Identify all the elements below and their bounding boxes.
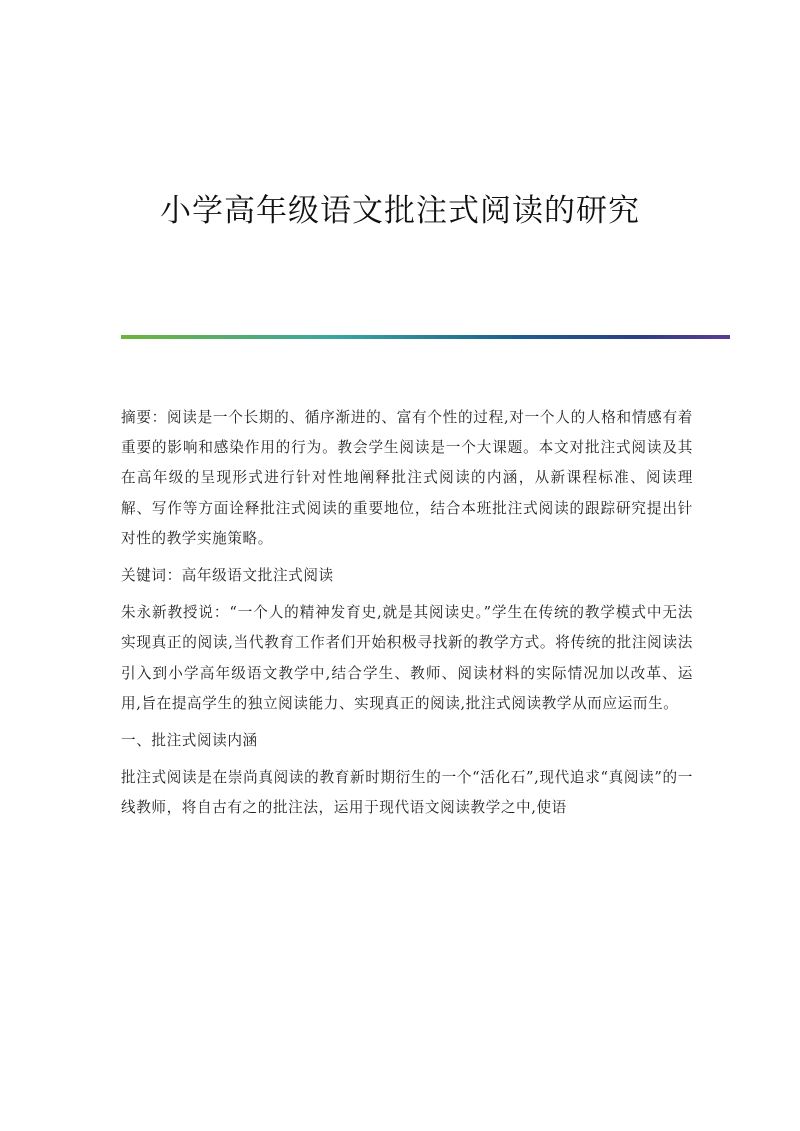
title-divider xyxy=(121,335,730,339)
section-heading: 一、批注式阅读内涵 xyxy=(121,732,258,750)
keywords-paragraph: 关键词：高年级语文批注式阅读 xyxy=(121,567,334,585)
document-body xyxy=(121,403,693,824)
document-title: 小学高年级语文批注式阅读的研究 xyxy=(160,193,640,229)
abstract-paragraph: 摘要：阅读是一个长期的、循序渐进的、富有个性的过程,对一个人的人格和情感有着重要的影响和感染作用的行为。教会学生阅读是一个大课题。本文对批注式阅读及其在高年级的呈现形式进行针对性地阐释批注式阅读的内涵，从新课程标准、阅读理解、写作等方面诠释批注式阅读的重要地位，结合本班批注式阅读的跟踪研究提出针对性的教学实施策略。 xyxy=(121,409,693,547)
section-paragraph: 批注式阅读是在崇尚真阅读的教育新时期衍生的一个“活化石”,现代追求“真阅读”的一线教师，将自古有之的批注法，运用于现代语文阅读教学之中,使语 xyxy=(121,769,693,817)
intro-paragraph: 朱永新教授说：“一个人的精神发育史,就是其阅读史。”学生在传统的教学模式中无法实现真正的阅读,当代教育工作者们开始积极寻找新的教学方式。将传统的批注阅读法引入到小学高年级语文教学中,结合学生、教师、阅读材料的实际情况加以改革、运用,旨在提高学生的独立阅读能力、实现真正的阅读,批注式阅读教学从而应运而生。 xyxy=(121,604,693,712)
